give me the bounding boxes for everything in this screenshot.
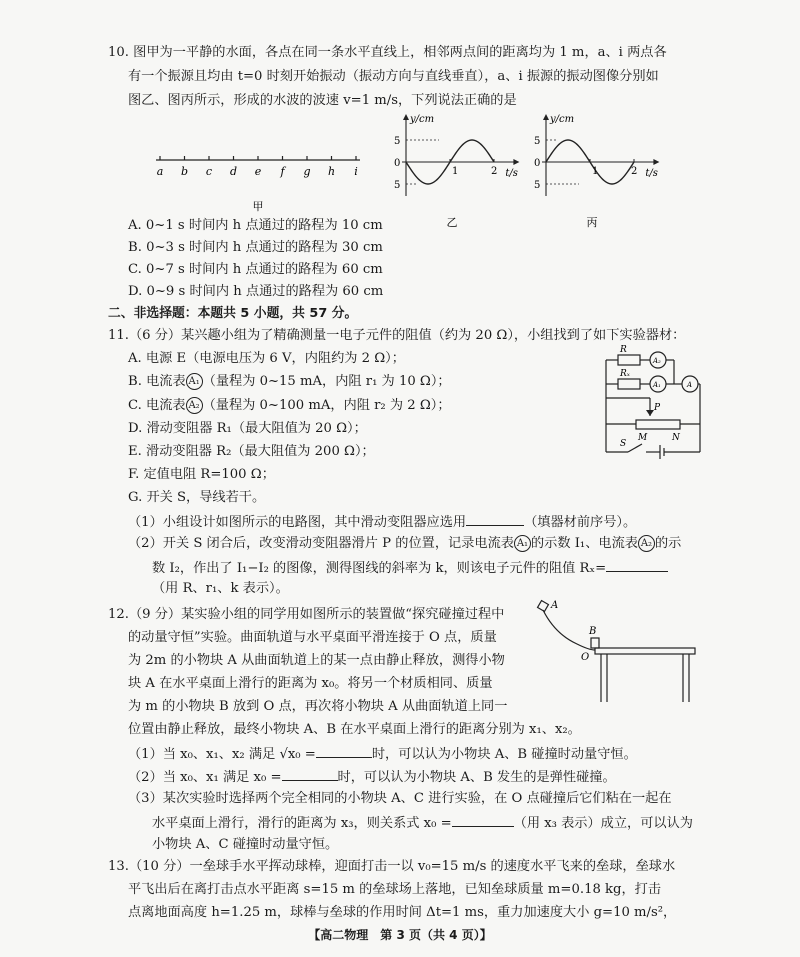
q12-part3-line3: 小物块 A、C 碰撞时动量守恒。 — [152, 837, 339, 852]
track-table-figure — [525, 598, 705, 708]
q12-line1: 12.（9 分）某实验小组的同学用如图所示的装置做“探究碰撞过程中 — [108, 607, 505, 622]
page-footer: 【高二物理 第 3 页（共 4 页）】 — [308, 928, 492, 942]
answer-blank — [466, 512, 524, 526]
q11-item-a: A. 电源 E（电源电压为 6 V，内阻约为 2 Ω）； — [128, 351, 405, 366]
q11-part2-line3: （用 R、r₁、k 表示）。 — [152, 581, 289, 596]
q11-item-e: E. 滑动变阻器 R₂（最大阻值为 200 Ω）； — [128, 444, 375, 459]
q12-line5: 为 m 的小物块 B 放到 O 点，再次将小物块 A 从曲面轨道上同一 — [128, 699, 508, 714]
circuit-diagram — [598, 340, 704, 470]
label-rx: Rₓ — [620, 369, 630, 379]
q12-part3-line1: （3）某次实验时选择两个完全相同的小物块 A、C 进行实验，在 O 点碰撞后它们粘在一起在 — [128, 791, 672, 806]
ammeter-a2-symbol: A₂ — [186, 397, 203, 414]
figure-yi — [380, 112, 518, 230]
label-r: R — [620, 345, 627, 355]
q10-line3: 图乙、图丙所示，形成的水波的波速 v=1 m/s，下列说法正确的是 — [128, 93, 517, 108]
q12-line4: 块 A 在水平桌面上滑行的距离为 x₀。将另一个材质相同、质量 — [128, 676, 493, 691]
y-axis-arrow — [403, 114, 409, 120]
rheostat — [636, 420, 680, 429]
point-label-f: f — [280, 165, 285, 178]
q12-part2: （2）当 x₀、x₁ 满足 x₀ = 时，可以认为小物块 A、B 发生的是弹性碰撞。 — [128, 767, 616, 787]
q10-option-c: C. 0~7 s 时间内 h 点通过的路程为 60 cm — [128, 262, 383, 277]
x-axis-arrow — [513, 159, 519, 165]
label-b: B — [589, 626, 597, 637]
ylabel: y/cm — [410, 114, 435, 125]
label-m: M — [638, 433, 648, 443]
q11-intro: 11.（6 分）某兴趣小组为了精确测量一电子元件的阻值（约为 20 Ω），小组找到了如下实验器材： — [108, 328, 686, 343]
q11-item-g: G. 开关 S，导线若干。 — [128, 490, 266, 505]
q12-line3: 为 2m 的小物块 A 从曲面轨道上的某一点由静止释放，测得小物 — [128, 653, 505, 668]
label-a: A — [687, 381, 693, 389]
q11-item-f: F. 定值电阻 R=100 Ω； — [128, 467, 275, 482]
ytick-zero: 0 — [534, 158, 541, 169]
answer-blank — [606, 558, 668, 572]
q12-part1: （1）当 x₀、x₁、x₂ 满足 √x₀ = 时，可以认为小物块 A、B 碰撞时动量守恒。 — [128, 744, 637, 764]
q11-item-d: D. 滑动变阻器 R₁（最大阻值为 20 Ω）； — [128, 421, 367, 436]
table-top — [595, 648, 695, 654]
curved-track — [543, 610, 595, 650]
q13-line1: 13.（10 分）一垒球手水平挥动球棒，迎面打击一以 v₀=15 m/s 的速度水平飞来的垒球，垒球水 — [108, 859, 676, 874]
point-label-i: i — [354, 165, 358, 178]
answer-blank — [452, 813, 514, 827]
answer-blank — [282, 767, 338, 781]
xtick-2: 2 — [631, 166, 638, 177]
label-s: S — [620, 439, 627, 449]
wave-graph-bing — [534, 114, 659, 196]
xtick-2: 2 — [491, 166, 498, 177]
xlabel: t/s — [505, 168, 518, 179]
slider-p — [646, 410, 654, 416]
section-heading: 二、非选择题：本题共 5 小题，共 57 分。 — [108, 306, 358, 321]
block-a — [538, 601, 549, 612]
point-label-c: c — [205, 165, 213, 178]
ytick-bottom: 5 — [534, 180, 541, 191]
point-label-h: h — [327, 165, 336, 178]
label-n: N — [672, 433, 680, 443]
q11-part2-line1: （2）开关 S 闭合后，改变滑动变阻器滑片 P 的位置，记录电流表 A₁ 的示数 I₁、电流表 A₂ 的示 — [128, 536, 682, 551]
ytick-bottom: 5 — [394, 180, 401, 191]
ammeter-a1-symbol: A₁ — [514, 535, 531, 552]
point-ticks — [157, 156, 358, 178]
switch-s — [628, 444, 642, 452]
point-label-a: a — [156, 165, 164, 178]
q10-line2: 有一个振源且均由 t=0 时刻开始振动（振动方向与直线垂直），a、i 振源的振动图像分别如 — [128, 69, 659, 84]
fig-bing-caption: 丙 — [586, 216, 598, 229]
q12-line6: 位置由静止释放，最终小物块 A、B 在水平桌面上滑行的距离分别为 x₁、x₂。 — [128, 722, 581, 737]
q11-item-c: C. 电流表 A₂ （量程为 0~100 mA，内阻 r₂ 为 2 Ω）； — [128, 398, 451, 413]
ammeter-a1-symbol: A₁ — [186, 373, 203, 390]
label-a: A — [551, 600, 559, 611]
fig-yi-caption: 乙 — [446, 216, 458, 229]
ylabel: y/cm — [550, 114, 575, 125]
q11-part1: （1）小组设计如图所示的电路图，其中滑动变阻器应选用 （填器材前序号）。 — [128, 512, 636, 532]
ytick-top: 5 — [534, 136, 541, 147]
xtick-1: 1 — [452, 166, 459, 177]
ammeter-a2-symbol: A₂ — [638, 535, 655, 552]
q10-line1: 10. 图甲为一平静的水面，各点在同一条水平直线上，相邻两点间的距离均为 1 m，a、i 两点各 — [108, 45, 667, 60]
point-label-d: d — [229, 165, 238, 178]
q12-line2: 的动量守恒”实验。曲面轨道与水平桌面平滑连接于 O 点，质量 — [128, 630, 497, 645]
q13-line3: 点离地面高度 h=1.25 m，球棒与垒球的作用时间 Δt=1 ms，重力加速度大小 g=10 m/s²， — [128, 905, 677, 920]
figure-jia — [150, 150, 370, 216]
wave-graph-yi — [394, 114, 519, 196]
y-axis-arrow — [543, 114, 549, 120]
fig-jia-caption: 甲 — [252, 200, 264, 213]
xlabel: t/s — [645, 168, 658, 179]
block-b — [591, 638, 599, 648]
ytick-top: 5 — [394, 136, 401, 147]
q10-option-d: D. 0~9 s 时间内 h 点通过的路程为 60 cm — [128, 284, 384, 299]
x-axis-arrow — [653, 159, 659, 165]
resistor-rx — [618, 379, 640, 389]
label-a2: A₂ — [653, 357, 661, 365]
q11-part2-line2: 数 I₂，作出了 I₁−I₂ 的图像，测得图线的斜率为 k，则该电子元件的阻值 Rₓ= — [152, 558, 668, 578]
label-a1: A₁ — [653, 381, 661, 389]
xtick-1: 1 — [592, 166, 599, 177]
q10-option-a: A. 0~1 s 时间内 h 点通过的路程为 10 cm — [128, 218, 383, 233]
label-o: O — [581, 652, 590, 663]
q10-option-b: B. 0~3 s 时间内 h 点通过的路程为 30 cm — [128, 240, 383, 255]
label-p: P — [654, 403, 661, 413]
point-label-b: b — [180, 165, 189, 178]
q11-item-b: B. 电流表 A₁ （量程为 0~15 mA，内阻 r₁ 为 10 Ω）； — [128, 374, 451, 389]
point-label-g: g — [303, 165, 311, 178]
resistor-r — [618, 355, 640, 365]
point-label-e: e — [254, 165, 262, 178]
figure-bing — [520, 112, 658, 230]
q13-line2: 平飞出后在离打击点水平距离 s=15 m 的垒球场上落地，已知垒球质量 m=0.18 kg，打击 — [128, 882, 662, 897]
answer-blank — [316, 744, 372, 758]
q12-part3-line2: 水平桌面上滑行，滑行的距离为 x₃，则关系式 x₀ = （用 x₃ 表示）成立，可以认为 — [152, 813, 693, 833]
ytick-zero: 0 — [394, 158, 401, 169]
